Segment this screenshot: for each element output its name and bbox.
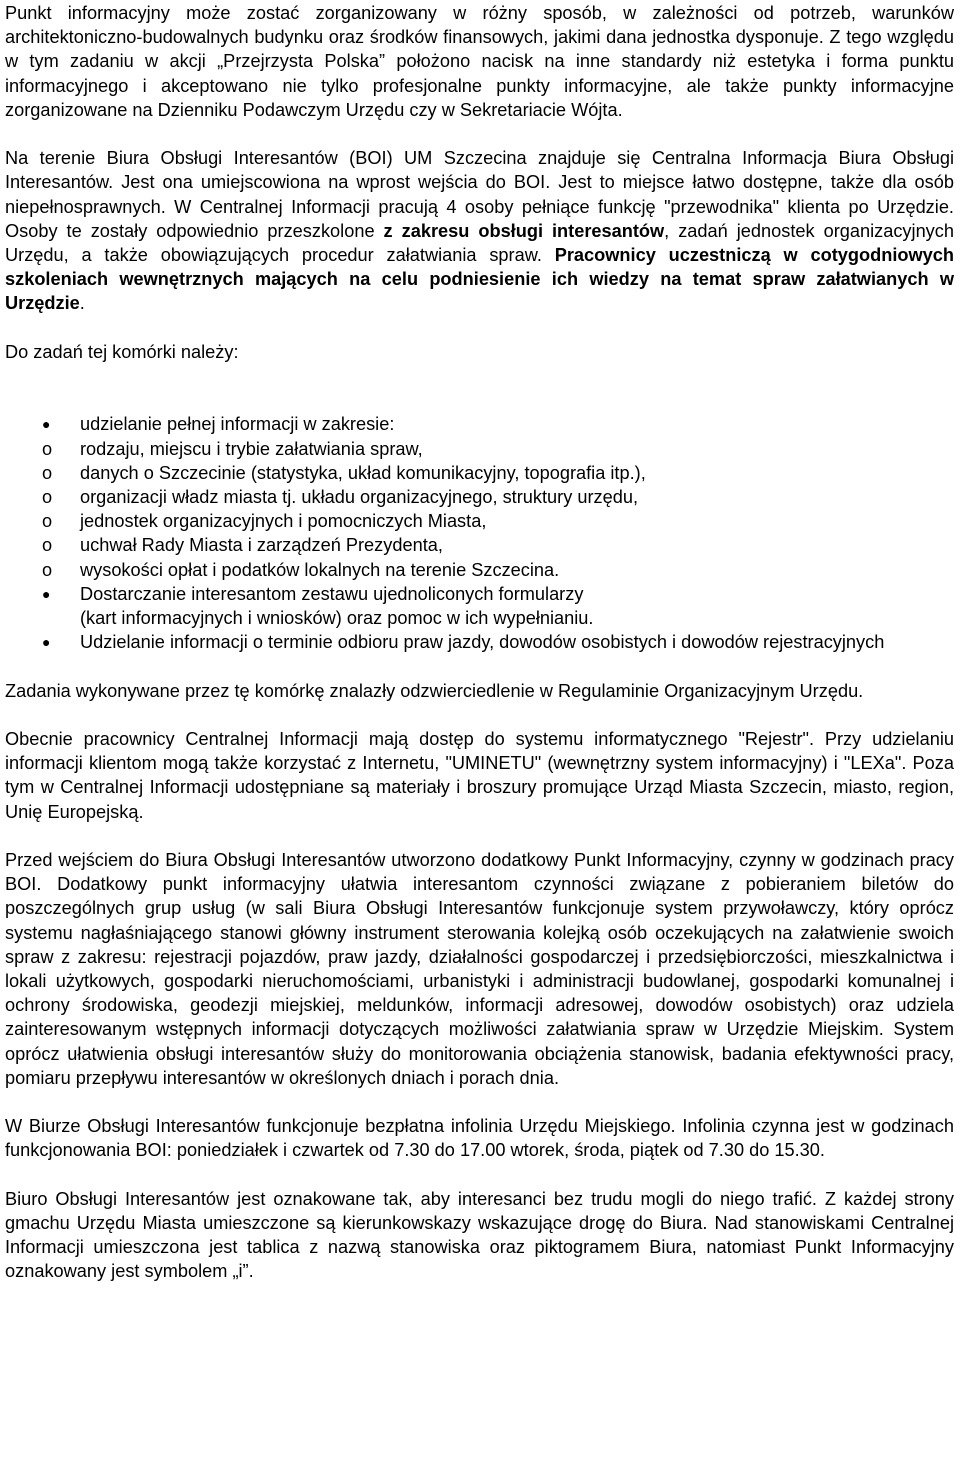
sub-list-item: o jednostek organizacyjnych i pomocniczych Miasta, <box>5 509 954 533</box>
sub-list-item: o rodzaju, miejscu i trybie załatwiania spraw, <box>5 437 954 461</box>
paragraph-central-information-text-a: Na terenie Biura Obsługi Interesantów (BOI) UM Szczecina znajduje się Centralna Informacja Biura Obsługi Interesantów. Jest ona umiejscowiona na wprost wejścia do BOI. Jest to miejsce łatwo dostępne, także dla osób niepełnosprawnych. W Centralnej Informacji pracują 4 osoby pełniące funkcję "przewodnika" klienta po Urzędzie. Osoby te zostały odpowiednio przeszkolone <box>5 148 954 241</box>
paragraph-hotline: W Biurze Obsługi Interesantów funkcjonuje bezpłatna infolinia Urzędu Miejskiego. Infolinia czynna jest w godzinach funkcjonowania BOI: poniedziałek i czwartek od 7.30 do 17.00 wtorek, środa, piątek od 7.30 do 15.30. <box>5 1116 954 1161</box>
paragraph-regulations: Zadania wykonywane przez tę komórkę znalazły odzwierciedlenie w Regulaminie Organizacyjnym Urzędu. <box>5 680 864 701</box>
paragraph-central-information <box>5 146 954 315</box>
tasks-heading: Do zadań tej komórki należy: <box>5 341 239 362</box>
paragraph-signage: Biuro Obsługi Interesantów jest oznakowane tak, aby interesanci bez trudu mogli do niego trafić. Z każdej strony gmachu Urzędu Miasta umieszczone są kierunkowskazy wskazujące drogę do Biura. Nad stanowiskami Centralnej Informacji umieszczona jest tablica z nazwą stanowiska oraz piktogramem Biura, natomiast Punkt Informacyjny oznakowany jest symbolem „i”. <box>5 1188 954 1282</box>
sub-list-item: o uchwał Rady Miasta i zarządzeń Prezydenta, <box>5 533 954 557</box>
sub-list-item: o organizacji władz miasta tj. układu organizacyjnego, struktury urzędu, <box>5 485 954 509</box>
paragraph-intro: Punkt informacyjny może zostać zorganizowany w różny sposób, w zależności od potrzeb, warunków architektoniczno-budowalnych budynku oraz środków finansowych, jakimi dana jednostka dysponuje. Z tego względu w tym zadaniu w akcji „Przejrzysta Polska” położono nacisk na inne standardy niż estetyka i forma punktu informacyjnego i akceptowano nie tylko profesjonalne punkty informacyjne, ale także punkty informacyjne zorganizowane na Dzienniku Podawczym Urzędu czy w Sekretariacie Wójta. <box>5 3 954 120</box>
tasks-list-item-line: Dostarczanie interesantom zestawu ujednoliconych formularzy <box>80 583 584 604</box>
paragraph-additional-point: Przed wejściem do Biura Obsługi Interesantów utworzono dodatkowy Punkt Informacyjny, czynny w godzinach pracy BOI. Dodatkowy punkt informacyjny ułatwia interesantom czynności związane z pobieraniem biletów do poszczególnych grup usług (w sali Biura Obsługi Interesantów funkcjonuje system przywoławczy, który oprócz systemu nagłaśniającego stanowi główny instrument sterowania kolejką osób oczekujących na załatwienie swoich spraw z zakresu: rejestracji pojazdów, praw jazdy, działalności gospodarczej i przedsiębiorczości, mieszkalnictwa i lokali użytkowych, gospodarki nieruchomościami, urbanistyki i administracji budowlanej, gospodarki komunalnej i ochrony środowiska, geodezji miejskiej, meldunków, informacji adresowej, dowodów osobistych) oraz udziela zainteresowanym wstępnych informacji dotyczących możliwości załatwiania spraw w Urzędzie Miejskim. System oprócz ułatwienia obsługi interesantów służy do monitorowania obciążenia stanowisk, badania efektywności pracy, pomiaru przepływu interesantów w określonych dniach i porach dnia. <box>5 850 954 1088</box>
paragraph-central-information-bold-a: z zakresu obsługi interesantów <box>383 220 665 241</box>
sub-list-item: o wysokości opłat i podatków lokalnych na terenie Szczecina. <box>5 558 954 582</box>
paragraph-central-information-bold-b: Pracownicy uczestniczą w cotygodniowych szkoleniach wewnętrznych mających na celu podniesienie ich wiedzy na temat spraw załatwianych w Urzędzie <box>5 245 954 314</box>
sub-list-item: o danych o Szczecinie (statystyka, układ komunikacyjny, topografia itp.), <box>5 461 954 485</box>
paragraph-central-information-text-b: , zadań jednostek organizacyjnych Urzędu, a także obowiązujących procedur załatwiania spraw. <box>5 220 954 266</box>
tasks-sub-list <box>5 437 954 582</box>
paragraph-systems: Obecnie pracownicy Centralnej Informacji mają dostęp do systemu informatycznego "Rejestr". Przy udzielaniu informacji klientom mogą także korzystać z Internetu, "UMINETU" (wewnętrzny system informacyjny) i "LEXa". Poza tym w Centralnej Informacji udostępniane są materiały i broszury promujące Urząd Miasta Szczecin, miasto, region, Unię Europejską. <box>5 729 954 822</box>
paragraph-central-information-text-c: . <box>79 293 85 314</box>
tasks-list-item-line: (kart informacyjnych i wniosków) oraz pomoc w ich wypełnianiu. <box>80 608 594 629</box>
tasks-list <box>5 412 954 654</box>
tasks-list-item-label: udzielanie pełnej informacji w zakresie: <box>80 414 395 435</box>
tasks-list-item <box>5 582 954 630</box>
tasks-list-item <box>5 412 954 581</box>
tasks-list-item-label: Udzielanie informacji o terminie odbioru praw jazdy, dowodów osobistych i dowodów rejestracyjnych <box>80 632 885 653</box>
tasks-list-item <box>5 630 954 654</box>
